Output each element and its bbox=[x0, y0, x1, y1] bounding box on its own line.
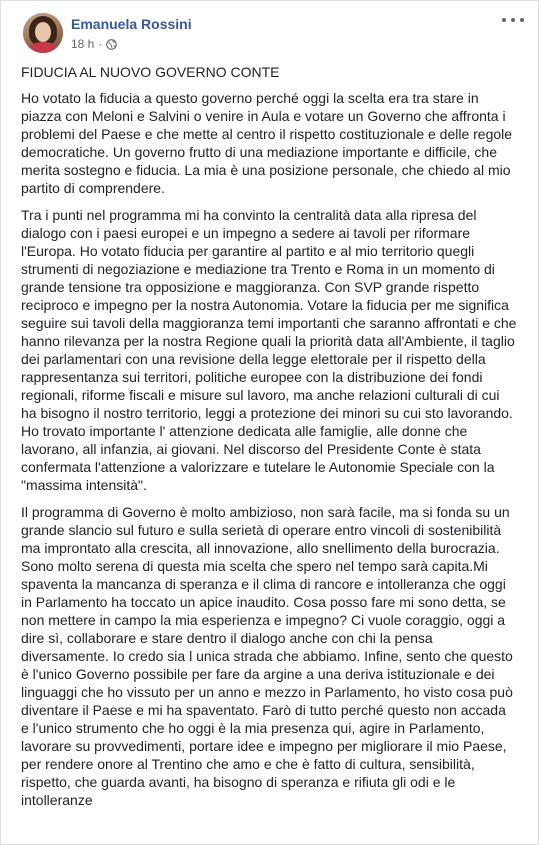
more-horizontal-icon[interactable] bbox=[502, 13, 524, 27]
avatar[interactable] bbox=[23, 13, 63, 53]
meta-separator: · bbox=[98, 37, 103, 51]
post-body bbox=[21, 63, 517, 818]
post-meta bbox=[71, 37, 117, 51]
post-title: FIDUCIA AL NUOVO GOVERNO CONTE bbox=[21, 64, 280, 80]
post-paragraph-2: Tra i punti nel programma mi ha convinto la centralità data alla ripresa del dialogo con i paesi europei e un impegno a sedere ai tavoli per riformare l'Europa. Ho votato fiducia per garantire al partito e al mio territorio quegli strumenti di negoziazione e mediazione tra Trento e Roma in un momento di grande tensione tra opposizione e maggioranza. Con SVP grande rispetto reciproco e impegno per la nostra Autonomia. Votare la fiducia per me significa seguire sui tavoli della maggioranza temi importanti che saranno affrontati e che hanno rilevanza per la nostra Regione quali la priorità data all'Ambiente, il taglio dei parlamentari con una revisione della legge elettorale per il rispetto della rappresentanza sui territori, politiche europee con la distribuzione dei fondi regionali, riforme fiscali e misure sul lavoro, ma anche relazioni culturali di cui ha bisogno il nostro territorio, leggi a protezione dei minori su cui sto lavorando. Ho trovato importante l' attenzione dedicata alle famiglie, alle donne che lavorano, all infanzia, ai giovani. Nel discorso del Presidente Conte è stata confermata l'attenzione a valorizzare e tutelare le Autonomie Speciale con la "massima intensità". bbox=[21, 207, 517, 493]
globe-icon[interactable] bbox=[106, 39, 117, 50]
author-name[interactable]: Emanuela Rossini bbox=[71, 16, 192, 32]
post-paragraph-1: Ho votato la fiducia a questo governo perché oggi la scelta era tra stare in piazza con Meloni e Salvini o venire in Aula e votare un Governo che affronta i problemi del Paese e che mette al centro il rispetto costituzionale e delle regole democratiche. Un governo frutto di una mediazione importante e difficile, che merita sostegno e fiducia. La mia è una posizione personale, che chiedo al mio partito di comprendere. bbox=[21, 90, 513, 196]
post-header bbox=[13, 11, 526, 59]
post-paragraph-3: Il programma di Governo è molto ambizioso, non sarà facile, ma si fonda su un grande slancio sul futuro e sulla serietà di operare entro vincoli di sostenibilità ma improntato alla crescita, all innovazione, allo snellimento della burocrazia. Sono molto serena di questa mia scelta che spero nel tempo sarà capita.Mi spaventa la mancanza di speranza e il clima di rancore e intolleranza che oggi in Parlamento ha toccato un apice inaudito. Cosa posso fare mi sono detta, se non mettere in campo la mia esperienza e impegno? Ci vuole coraggio, oggi a dire sì, collaborare e stare dentro il dialogo anche con chi la pensa diversamente. Io credo sia l unica strada che abbiamo. Infine, sento che questo è l'unico Governo possibile per fare da argine a una deriva istituzionale e dei linguaggi che ho vissuto per un anno e mezzo in Parlamento, ho visto cosa può diventare il Paese e mi ha spaventato. Farò di tutto perché questo non accada e l'unico strumento che ho oggi è la mia presenza qui, agire in Parlamento, lavorare su provvedimenti, portare idee e impegno per migliorare il mio Paese, per rendere onore al Trentino che amo e che è fatto di cultura, sensibilità, rispetto, che guarda avanti, ha bisogno di speranza e rifiuta gli odi e le intolleranze bbox=[21, 504, 513, 808]
post-timestamp[interactable]: 18 h bbox=[71, 37, 95, 51]
